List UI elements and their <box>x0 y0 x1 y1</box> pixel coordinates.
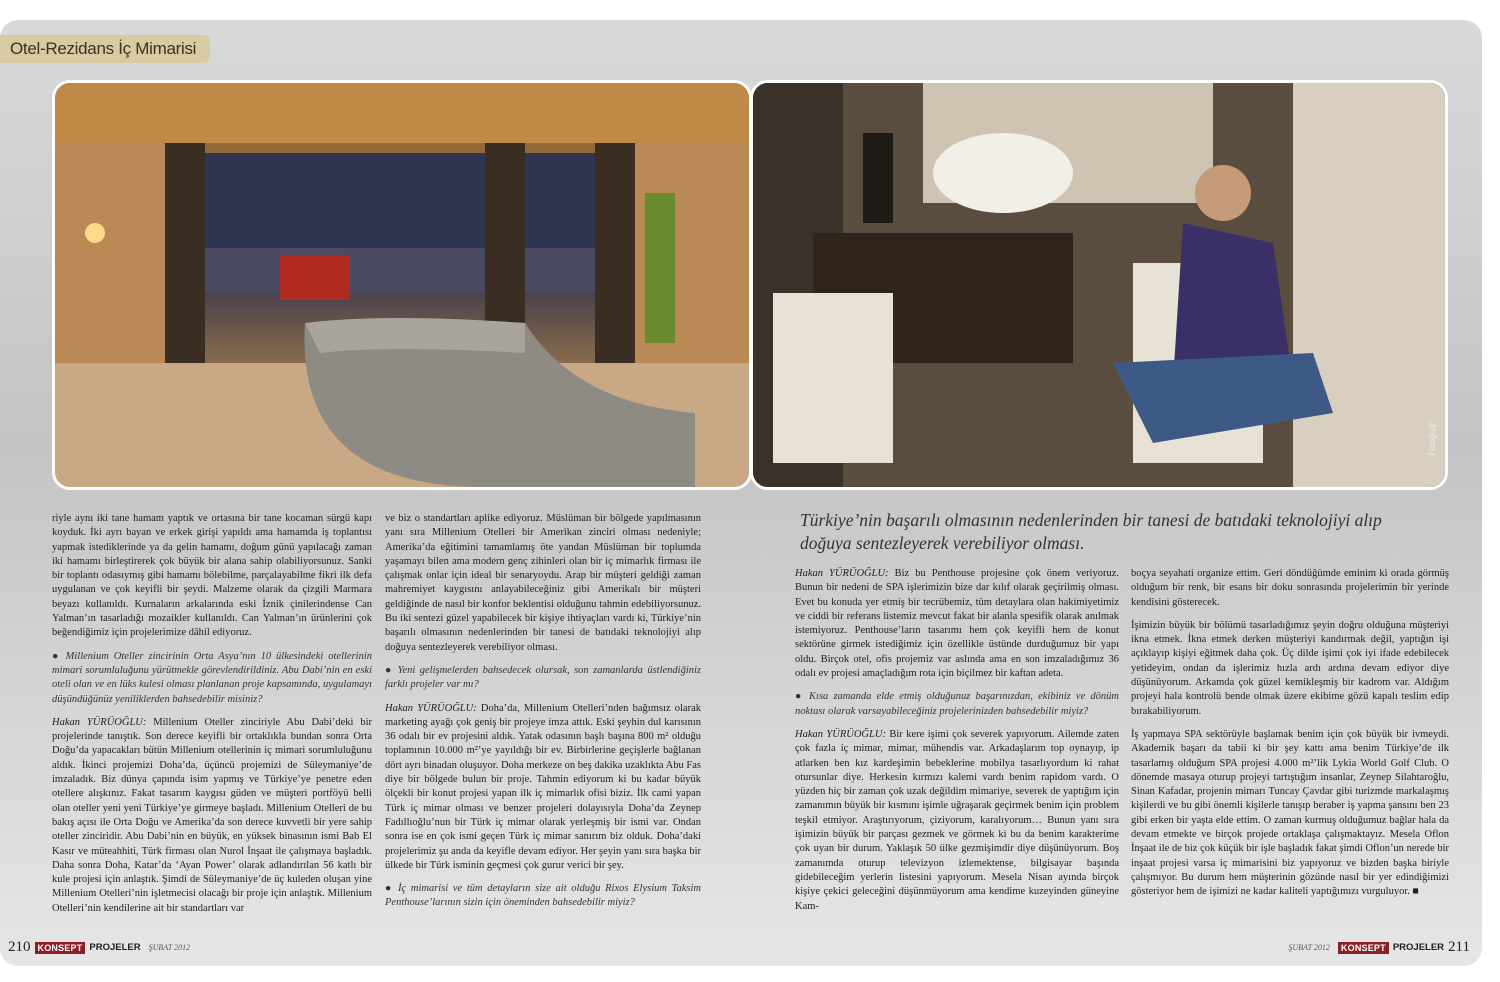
section-label: Otel-Rezidans İç Mimarisi <box>0 35 210 63</box>
interview-answer: Hakan YÜRÜOĞLU: Bir kere işimi çok severek yapıyorum. Ailemde zaten çok fazla iç mimar, mimar, mühendis var. Arkadaşlarım top oynayıp, ip atlarken ben kız kardeşimin bebeklerine mobilya tasarlıyordum ki rahat otursunlar diye. Herkesin kırmızı kalemi vardı benim rapidom vardı. O yüzden hiç bir zaman çok uzak değildim mimariye, severek de yaptığım için zamanımın büyük bir kısmını işimle uğraşarak geçirmek benim için problem teşkil etmiyor. Araştırıyorum, çiziyorum, karalıyorum… Bunun yanı sıra işimizin büyük bir parçası gezmek ve görmek ki bu da benim karakterime çok uyan bir durum. Yaklaşık 50 ülke gezmişimdir diye düşünüyorum. Boş zamanımda oturup televizyon izlemektense, bilgisayar başında gidebileceğim yerlerin listesini yapıyorum. Mesela Nisan ayında birçok kişiye çekici geleceğini düşünmüyorum ama kendime kuzeyinden güneyine Kam- <box>795 728 1119 912</box>
page-number-left: 210 <box>8 939 31 955</box>
living-room-illustration <box>55 83 749 487</box>
interview-answer: Hakan YÜRÜOĞLU: Doha’da, Millenium Otelleri’nden bağımsız olarak marketing ayağı çok geniş bir projeye imza attık. Eski şeyhin dul karısının 36 odalı bir ev projesini aldık. Yatak odasının başlı başına 800 m² olduğu toplamının 10.000 m²’ye yayıldığı bir ev. Birbirlerine geçişlerle bağlanan dört ayrı binadan oluşuyor. Doha merkeze on beş dakika uzaklıkta Abu Fas diye bir bölgede bulun bir proje. Tahmin ediyorum ki bu kadar büyük ölçekli bir konut projesi yapan ilk iç mimarlık ofisi biziz. İlk cami yapan Türk iç mimar olması ve benzer projeleri dolayısıyla Doha’da Zeynep Fadıllıoğlu’nun bir Türk iç mimar olarak yerleşmiş bir ismi var. Ondan sonra ise en çok ismi geçen Türk iç mimar sanırım biz olduk. Doha’daki projelerimiz şu anda da keyifle devam ediyor. Her şeyin yanı sıra başka bir ülkede bir Türk isminin geçmesi çok gurur verici bir şey. <box>385 702 702 871</box>
interview-question: ● Kısa zamanda elde etmiş olduğunuz başarınızdan, ekibiniz ve dönüm noktası olarak varsayabileceğiniz projelerinizden bahsedebilir miyiz? <box>795 691 1119 717</box>
brand-name-right: PROJELER <box>1392 942 1445 953</box>
footer-left <box>8 939 194 956</box>
text-column-4 <box>1131 567 1449 909</box>
footer-right <box>1284 939 1470 956</box>
brand-name-left: PROJELER <box>89 942 141 953</box>
text-column-3 <box>795 567 1119 923</box>
body-paragraph: boçya seyahati organize ettim. Geri döndüğümde eminim ki orada görmüş olduğum bir renk, bir esans bir doku sonrasında projelerimin bir yerinde kendisini gösterecek. <box>1131 568 1449 608</box>
brand-logo-right: KONSEPT <box>1338 942 1389 954</box>
brand-logo-left: KONSEPT <box>35 942 86 954</box>
interview-answer: Hakan YÜRÜOĞLU: Millenium Oteller zinciriyle Abu Dabi’deki bir projelerinde tanıştık. Son derece keyifli bir ortaklıkla bundan sonra Orta Doğu’da yapacakları bütün Millenium otellerinin iç mimari sorumluluğunu aldık. İkinci projemizi Doha’da, üçüncü projemizi de Süleymaniye’de imzaladık. Biz dünya çapında isim yapmış ve Türkiye’ye penetre eden otellere alışkınız. Fakat tasarım kaygısı güden ve müşteri portföyü belli olan oteller yeni yeni Türkiye’ye girmeye başladı. Millenium Otelleri de bu bakış açısı ile Orta Doğu ve Amerika’da son derece kuvvetli bir yere sahip oteller zinciridir. Abu Dabi’nin en büyük, en yüksek binasının ismi Bab El Kasır ve müteahhiti, Türk firması olan Nurol İnşaat ile çalışmaya başladık. Daha sonra Doha, Katar’da ‘Ayan Power’ olarak adlandırılan 56 katlı bir kule projesi için anlaştık. Şimdi de Süleymaniye’de üç kuleden oluşan yine Millenium Otelleri’nin işletmecisi olacağı bir proje için anlaştık. Millenium Otelleri’nin kendilerine ait bir standartları var <box>52 716 372 914</box>
speaker-name: Hakan YÜRÜOĞLU: <box>385 702 477 714</box>
speaker-name: Hakan YÜRÜOĞLU: <box>795 728 886 740</box>
body-paragraph: ve biz o standartları aplike ediyoruz. Müslüman bir bölgede yapılmasının yanı sıra Millenium Otelleri bir Amerikan zinciri olması nedeniyle; Amerika’da eğitimini tamamlamış öte yandan Müslüman bir toplumda yaşamayı bilen ama modern genç zihinleri olan bir iç mimarlık firması ile çalışmak onlar için ideal bir senaryoydu. Arap bir müşteri geldiği zaman mahremiyet kaygısını anlayabileceğiniz gibi Amerikalı bir müşteri geldiğinde de nasıl bir konfor beklentisi olduğunu tahmin edebiliyorsunuz. Bu iki sentezi güzel yapabilecek bir kişiye ihtiyaçları vardı ki, Türkiye’nin başarılı olmasının nedenlerinden bir tanesi de batıdaki teknolojiyi alıp doğuya sentezleyerek verebiliyor olması. <box>385 513 701 653</box>
speaker-name: Hakan YÜRÜOĞLU: <box>52 716 147 728</box>
portrait-photo <box>750 80 1448 490</box>
page-number-right: 211 <box>1448 939 1470 955</box>
interview-question: ● Millenium Oteller zincirinin Orta Asya’nın 10 ülkesindeki otellerinin mimari sorumluluğunu yürütmekle görevlendirildiniz. Abu Dabi’nin en eski oteli olan ve en lüks kulesi olması planlanan proje kapsamında, uygulamayı düşündüğünüz yeniliklerden bahsedebilir misiniz? <box>52 650 372 705</box>
interview-answer: Hakan YÜRÜOĞLU: Biz bu Penthouse projesine çok önem veriyoruz. Bunun bir nedeni de SPA işlerimizin bize dar kılıf olarak geçirilmiş olması. Evet bu konuda yer etmiş bir tecrübemiz, tüm detaylara olan hakimiyetimiz ve ciddi bir referans listemiz mevcut fakat bir alanla spesifik olarak anılmak istemiyoruz. Penthouse’ların tasarımı hem çok keyifli hem de konut sektörüne girmek istediğimiz için özellikle üstünde durduğumuz bir yapı oldu. Birçok otel, ofis projemiz var aslında ama en son imzaladığımız 36 odalı ev projesi amaçladığım rota için biçilmez bir kaftan adeta. <box>795 568 1120 680</box>
interview-question: ● Yeni gelişmelerden bahsedecek olursak, son zamanlarda üstlendiğiniz farklı projeler var mı? <box>385 664 701 691</box>
portrait-illustration <box>753 83 1445 487</box>
living-room-photo <box>52 80 752 490</box>
text-column-1 <box>52 512 372 925</box>
speaker-name: Hakan YÜRÜOĞLU: <box>795 568 889 579</box>
text-column-2 <box>385 512 701 920</box>
issue-date-right: ŞUBAT 2012 <box>1288 943 1330 952</box>
body-paragraph: İşimizin büyük bir bölümü tasarladığımız şeyin doğru olduğuna müşteriyi ikna etmek. İkna etmek derken müşteriyi kandırmak değil, yaptığın işi açıklayıp kişiyi eğitmek daha çok. Üç dilde işimi çok iyi ifade edebilecek yetideyim, ondan da işlerimiz hızla ardı ardına devam ediyor diye düşünüyorum. Arkamda çok güzel kemikleşmiş bir kadrom var. Aldığım projeyi hala kontrolü bende olmak üzere ekibime gözü kapalı teslim edip bırakabiliyorum. <box>1131 619 1449 717</box>
pull-quote: Türkiye’nin başarılı olmasının nedenlerinden bir tanesi de batıdaki teknolojiyi alıp doğuya sentezleyerek verebiliyor olması. <box>800 510 1382 553</box>
issue-date-left: ŞUBAT 2012 <box>148 943 191 952</box>
body-paragraph: İş yapmaya SPA sektörüyle başlamak benim için çok büyük bir ivmeydi. Akademik başarı da tabii ki bir şey kattı ama benim Türkiye’de ilk tasarlamış olduğum SPA projesi 4.000 m²’lik Lykia World Golf Club. O dönemde masaya oturup projeyi tartıştığım insanlar, Zeynep Silahtaroğlu, Sinan Kafadar, projenin mimarı Tuncay Çavdar gibi turizmde markalaşmış kişilerdi ve bu gibi önemli kişilerle tanışıp beraber iş yapma şansını ben 23 gibi erken bir yaşta elde ettim. O zaman kurmuş olduğumuz bağlar hala da devam etmekte ve birçok projede ortaklaşa çalışmaktayız. Mesela Oflon İnşaat ile de biz çok küçük bir işle başladık fakat şimdi Oflon’un nerede bir inşaat projesi varsa iç mimarisini biz yapıyoruz ve bizden başka biriyle çalışmıyor. Bu durum hem müşterinin gözünde nasıl bir yer edindiğimizi gösteriyor hem de işimizi ne kadar kaliteli yaptığımızı vurguluyor. ■ <box>1131 728 1449 898</box>
photo-credit: Fotoğraf: <box>1427 421 1437 456</box>
body-paragraph: riyle aynı iki tane hamam yaptık ve ortasına bir tane kocaman sürgü kapı koyduk. İki ayrı bayan ve erkek girişi yapıldı ama hamamda iş toplantısı yapmak istediklerinde ya da gelin hamamı, doğum günü yapılacağı zaman iki hamamı birleştirerek çok büyük bir alana sahip olabiliyorsunuz. Sanki bir toplantı odasıymış gibi hamamı bölebilme, parçalayabilme fikri ilk defa uygulanan ve çok keyifli bir şeydi. Malzeme olarak da çizgili Marmara beyazı kullanıldı. Kurnaların arkalarında eski İznik çinilerindense Can Yalman’ın tasarladığı mozaikler kullanıldı. Can Yalman’ın ürünlerini çok beğendiğimiz için projelerimize dâhil ediyoruz. <box>52 513 372 639</box>
interview-question: ● İç mimarisi ve tüm detayların size ait olduğu Rixos Elysium Taksim Penthouse’larının sizin için öneminden bahsedebilir miyiz? <box>385 883 701 909</box>
